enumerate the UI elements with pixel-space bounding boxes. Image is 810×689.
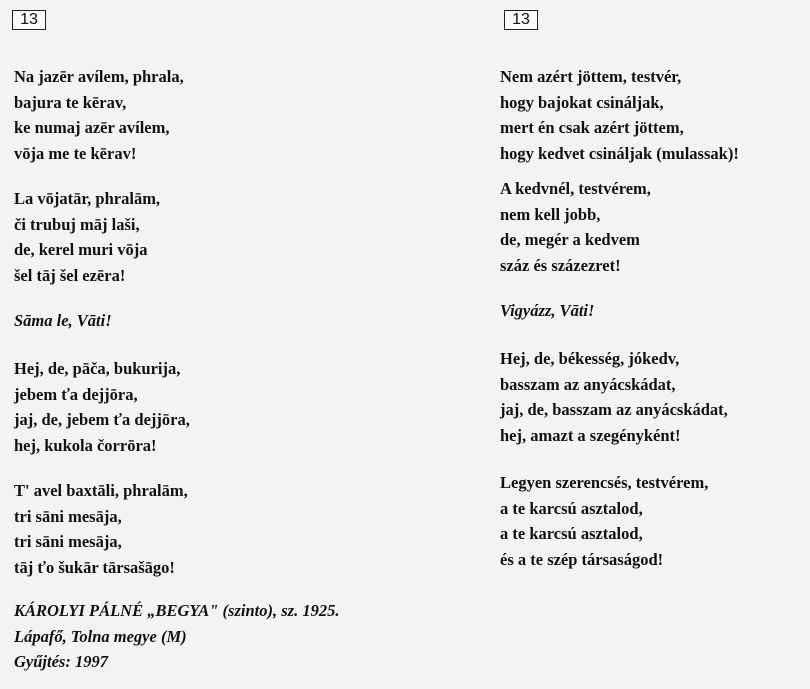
verse-line: de, kerel muri vōja: [14, 240, 148, 259]
verse-line: Hej, de, békesség, jókedv,: [500, 349, 680, 368]
verse-line: és a te szép társaságod!: [500, 549, 664, 569]
verse-line: jaj, de, basszam az anyácskádat,: [500, 400, 728, 419]
verse-line: hej, kukola čorrōra!: [14, 435, 157, 455]
location: Lápafő, Tolna megye (M): [14, 626, 187, 646]
verse-stanza-2: [500, 176, 651, 278]
verse-line: nem kell jobb,: [500, 204, 601, 224]
verse-stanza-3: [500, 346, 728, 448]
verse-line: Na jazēr avílem, phrala,: [14, 67, 184, 86]
source-credit: [14, 598, 339, 675]
verse-line: hej, amazt a szegényként!: [500, 425, 681, 445]
verse-line: mert én csak azért jöttem,: [500, 118, 684, 137]
verse-line: A kedvnél, testvérem,: [500, 179, 651, 198]
verse-stanza-2: [14, 186, 160, 288]
verse-line: Legyen szerencsés, testvérem,: [500, 473, 709, 492]
verse-line: bajura te kērav,: [14, 92, 127, 112]
verse-line: Vigyázz, Vāti!: [500, 301, 595, 320]
verse-line: a te karcsú asztalod,: [500, 524, 643, 543]
refrain: [500, 298, 594, 324]
bleed-through-left: [210, 2, 470, 689]
verse-stanza-4: [14, 478, 188, 580]
verse-line: basszam az anyácskádat,: [500, 374, 676, 394]
refrain: [14, 308, 112, 334]
verse-line: La vōjatār, phralām,: [14, 189, 161, 208]
verse-line: a te karcsú asztalod,: [500, 498, 643, 518]
page-number: 13: [12, 10, 46, 30]
verse-line: Nem azért jöttem, testvér,: [500, 67, 682, 86]
verse-line: jebem ťa dejjōra,: [14, 384, 138, 404]
verse-line: hogy bajokat csináljak,: [500, 92, 664, 112]
collection-year: Gyűjtés: 1997: [14, 652, 108, 671]
verse-line: Hej, de, pāča, bukurija,: [14, 359, 181, 378]
verse-line: T' avel baxtāli, phralām,: [14, 481, 188, 500]
verse-line: šel tāj šel ezēra!: [14, 265, 126, 285]
verse-line: jaj, de, jebem ťa dejjōra,: [14, 410, 190, 429]
verse-line: hogy kedvet csináljak (mulassak)!: [500, 143, 739, 163]
verse-line: tri sāni mesāja,: [14, 532, 122, 551]
verse-stanza-1: [500, 64, 739, 166]
verse-line: Sāma le, Vāti!: [14, 311, 112, 330]
verse-stanza-3: [14, 356, 190, 458]
verse-line: vōja me te kērav!: [14, 143, 137, 163]
verse-line: ke numaj azēr avílem,: [14, 118, 170, 137]
page-number: 13: [504, 10, 538, 30]
verse-line: de, megér a kedvem: [500, 230, 640, 249]
verse-line: tri sāni mesāja,: [14, 506, 122, 526]
verse-stanza-1: [14, 64, 184, 166]
verse-line: száz és százezret!: [500, 255, 621, 275]
informant-name: KÁROLYI PÁLNÉ „BEGYA" (szinto), sz. 1925.: [14, 601, 340, 620]
verse-line: tāj ťo šukār tārsašāgo!: [14, 557, 175, 577]
verse-stanza-4: [500, 470, 708, 572]
verse-line: či trubuj māj laši,: [14, 214, 140, 234]
